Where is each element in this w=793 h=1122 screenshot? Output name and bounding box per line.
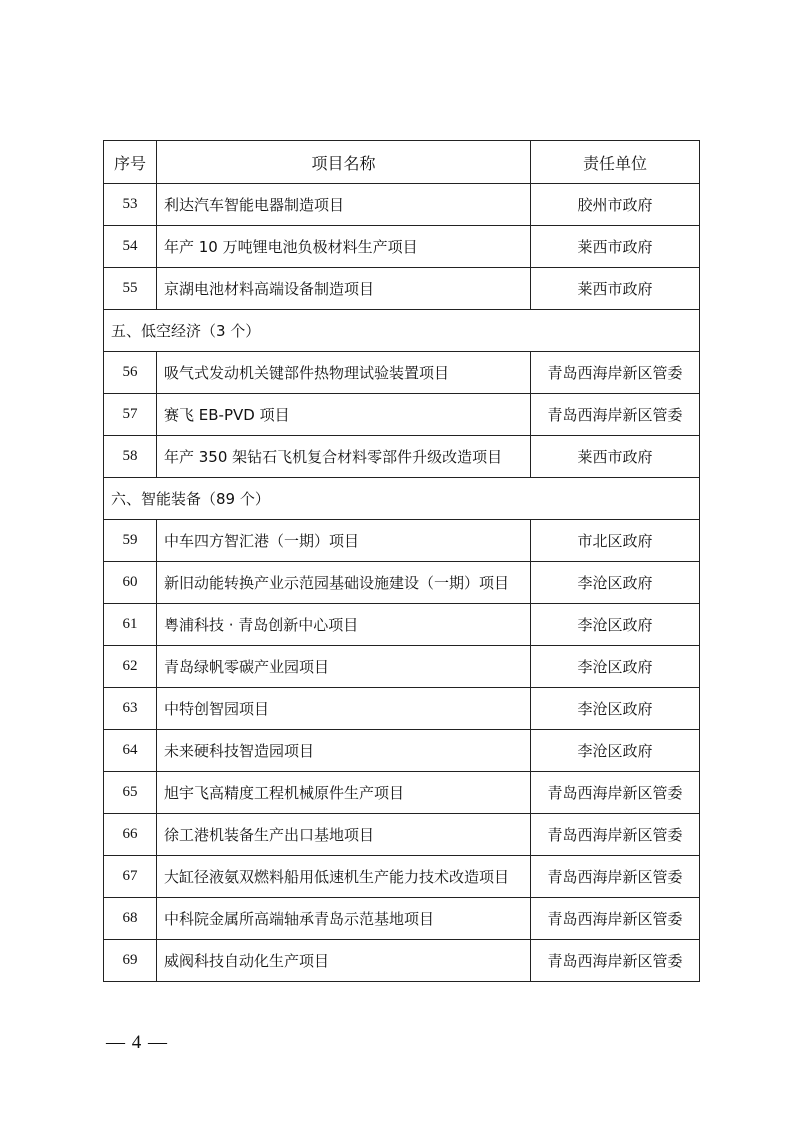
project-name: 威阀科技自动化生产项目: [157, 940, 531, 982]
row-number: 60: [104, 562, 157, 604]
responsible-unit: 莱西市政府: [531, 268, 700, 310]
row-number: 67: [104, 856, 157, 898]
row-number: 66: [104, 814, 157, 856]
row-number: 53: [104, 184, 157, 226]
row-number: 55: [104, 268, 157, 310]
section-title: 五、低空经济（3 个）: [104, 310, 700, 352]
page-number: — 4 —: [106, 1032, 168, 1053]
project-name: 大缸径液氨双燃料船用低速机生产能力技术改造项目: [157, 856, 531, 898]
responsible-unit: 胶州市政府: [531, 184, 700, 226]
responsible-unit: 青岛西海岸新区管委: [531, 940, 700, 982]
responsible-unit: 李沧区政府: [531, 646, 700, 688]
row-number: 65: [104, 772, 157, 814]
responsible-unit: 李沧区政府: [531, 562, 700, 604]
row-number: 69: [104, 940, 157, 982]
table-row: [104, 436, 700, 478]
responsible-unit: 李沧区政府: [531, 730, 700, 772]
table-row: [104, 856, 700, 898]
row-number: 54: [104, 226, 157, 268]
row-number: 56: [104, 352, 157, 394]
responsible-unit: 莱西市政府: [531, 436, 700, 478]
table-row: [104, 646, 700, 688]
table-row: [104, 898, 700, 940]
responsible-unit: 青岛西海岸新区管委: [531, 898, 700, 940]
header-no: 序号: [104, 141, 157, 184]
project-name: 徐工港机装备生产出口基地项目: [157, 814, 531, 856]
project-name: 京湖电池材料高端设备制造项目: [157, 268, 531, 310]
responsible-unit: 李沧区政府: [531, 688, 700, 730]
table-row: [104, 604, 700, 646]
project-table: [103, 140, 700, 982]
table-header-row: [104, 141, 700, 184]
project-name: 粤浦科技 · 青岛创新中心项目: [157, 604, 531, 646]
table-row: [104, 940, 700, 982]
header-responsible-unit: 责任单位: [531, 141, 700, 184]
row-number: 61: [104, 604, 157, 646]
responsible-unit: 青岛西海岸新区管委: [531, 814, 700, 856]
responsible-unit: 市北区政府: [531, 520, 700, 562]
row-number: 59: [104, 520, 157, 562]
project-table-container: [103, 140, 698, 982]
table-row: [104, 520, 700, 562]
project-name: 赛飞 EB-PVD 项目: [157, 394, 531, 436]
responsible-unit: 李沧区政府: [531, 604, 700, 646]
row-number: 62: [104, 646, 157, 688]
responsible-unit: 青岛西海岸新区管委: [531, 394, 700, 436]
table-row: [104, 814, 700, 856]
header-project-name: 项目名称: [157, 141, 531, 184]
row-number: 63: [104, 688, 157, 730]
table-row: [104, 772, 700, 814]
responsible-unit: 青岛西海岸新区管委: [531, 856, 700, 898]
project-name: 旭宇飞高精度工程机械原件生产项目: [157, 772, 531, 814]
table-row: [104, 730, 700, 772]
project-name: 中车四方智汇港（一期）项目: [157, 520, 531, 562]
table-row: [104, 226, 700, 268]
project-name: 新旧动能转换产业示范园基础设施建设（一期）项目: [157, 562, 531, 604]
section-row: [104, 310, 700, 352]
row-number: 57: [104, 394, 157, 436]
section-title: 六、智能装备（89 个）: [104, 478, 700, 520]
table-row: [104, 562, 700, 604]
project-name: 年产 350 架钻石飞机复合材料零部件升级改造项目: [157, 436, 531, 478]
section-row: [104, 478, 700, 520]
row-number: 58: [104, 436, 157, 478]
project-name: 利达汽车智能电器制造项目: [157, 184, 531, 226]
table-row: [104, 184, 700, 226]
table-row: [104, 688, 700, 730]
project-name: 中科院金属所高端轴承青岛示范基地项目: [157, 898, 531, 940]
project-name: 吸气式发动机关键部件热物理试验装置项目: [157, 352, 531, 394]
project-name: 中特创智园项目: [157, 688, 531, 730]
row-number: 68: [104, 898, 157, 940]
responsible-unit: 青岛西海岸新区管委: [531, 772, 700, 814]
project-name: 青岛绿帆零碳产业园项目: [157, 646, 531, 688]
table-row: [104, 268, 700, 310]
project-name: 年产 10 万吨锂电池负极材料生产项目: [157, 226, 531, 268]
table-row: [104, 394, 700, 436]
responsible-unit: 莱西市政府: [531, 226, 700, 268]
table-row: [104, 352, 700, 394]
row-number: 64: [104, 730, 157, 772]
responsible-unit: 青岛西海岸新区管委: [531, 352, 700, 394]
table-body: [104, 184, 700, 982]
project-name: 未来硬科技智造园项目: [157, 730, 531, 772]
